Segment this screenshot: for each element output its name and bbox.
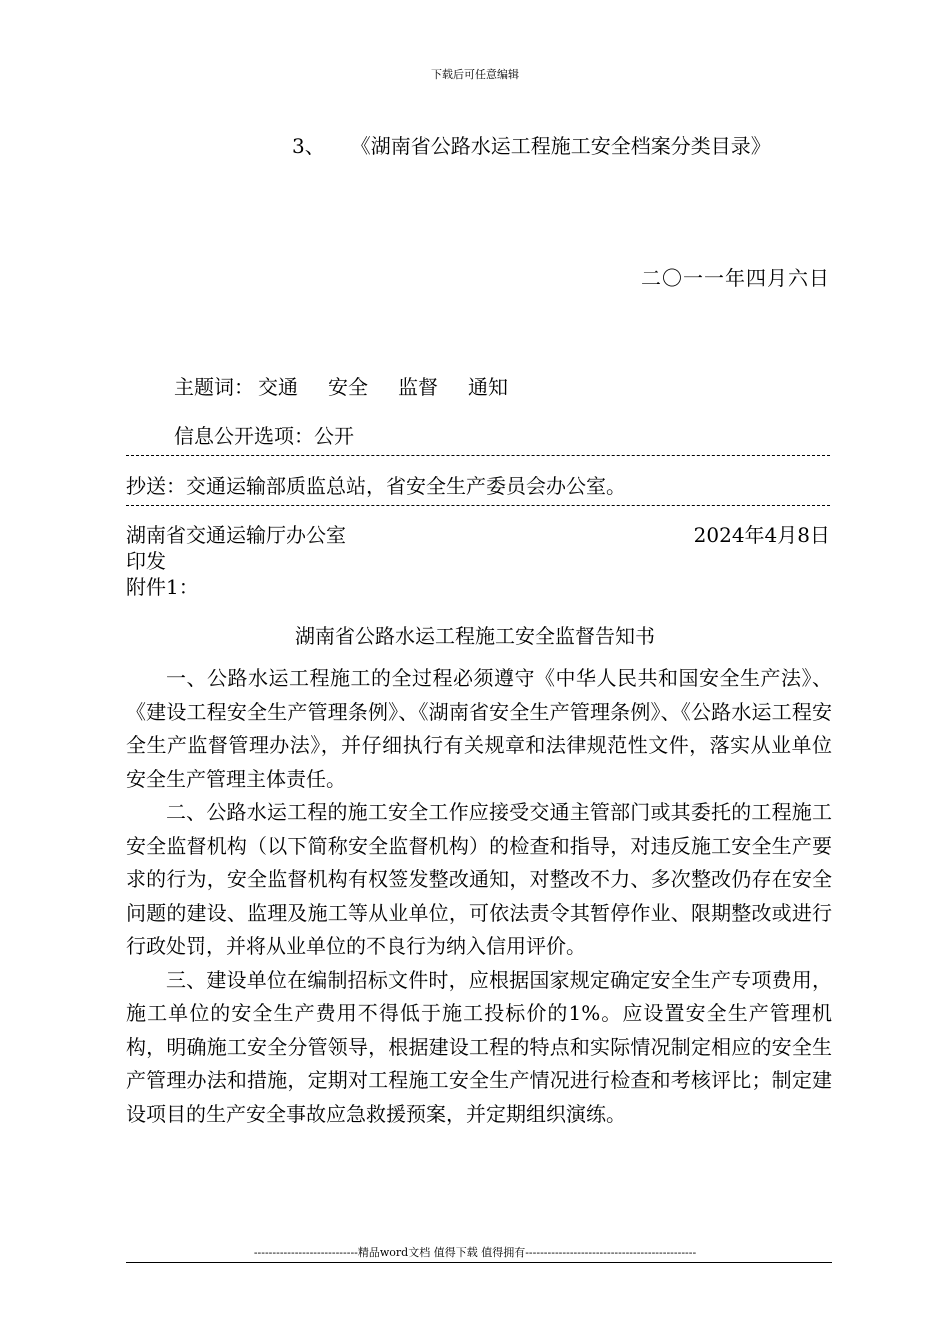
attachment-list-item-3 [292, 130, 771, 159]
footer-rule [126, 1262, 832, 1263]
document-date: 二〇一一年四月六日 [641, 266, 830, 290]
header-note: 下载后可任意编辑 [431, 68, 519, 81]
item-text: 《湖南省公路水运工程施工安全档案分类目录》 [350, 134, 771, 158]
item-number: 3、 [292, 134, 325, 158]
issued-label: 印发 [126, 549, 166, 573]
notice-title: 湖南省公路水运工程施工安全监督告知书 [295, 624, 655, 648]
issuer: 湖南省交通运输厅办公室 [126, 523, 346, 547]
keyword: 监督 [398, 375, 438, 399]
keywords-label: 主题词： [174, 375, 254, 399]
keyword: 交通 [258, 375, 298, 399]
paragraph: 三、建设单位在编制招标文件时，应根据国家规定确定安全生产专项费用，施工单位的安全生产费用不得低于施工投标价的1%。应设置安全生产管理机构，明确施工安全分管领导，根据建设工程的特点和实际情况制定相应的安全生产管理办法和措施，定期对工程施工安全生产情况进行检查和考核评比；制定建设项目的生产安全事故应急救援预案，并定期组织演练。 [126, 967, 832, 1126]
paragraph: 二、公路水运工程的施工安全工作应接受交通主管部门或其委托的工程施工安全监督机构（以下简称安全监督机构）的检查和指导，对违反施工安全生产要求的行为，安全监督机构有权签发整改通知，对整改不力、多次整改仍存在安全问题的建设、监理及施工等从业单位，可依法责令其暂停作业、限期整改或进行行政处罚，并将从业单位的不良行为纳入信用评价。 [126, 800, 832, 958]
subject-keywords [174, 371, 538, 400]
issue-date: 2024年4月8日 [693, 523, 830, 547]
paragraph: 一、公路水运工程施工的全过程必须遵守《中华人民共和国安全生产法》、《建设工程安全生产管理条例》、《湖南省安全生产管理条例》、《公路水运工程安全生产监督管理办法》，并仔细执行有关规章和法律规范性文件，落实从业单位安全生产管理主体责任。 [126, 666, 832, 791]
divider [126, 505, 830, 506]
disclosure-option: 信息公开选项：公开 [174, 424, 354, 448]
divider [126, 455, 830, 456]
notice-body [126, 662, 832, 1131]
keyword: 安全 [328, 375, 368, 399]
footer-note: ----------------------------精品word文档 值得下载 值得拥有---------------------------------------------- [253, 1246, 697, 1259]
carbon-copy: 抄送：交通运输部质监总站，省安全生产委员会办公室。 [126, 474, 626, 498]
keyword: 通知 [468, 375, 508, 399]
attachment-label: 附件1： [126, 575, 199, 599]
